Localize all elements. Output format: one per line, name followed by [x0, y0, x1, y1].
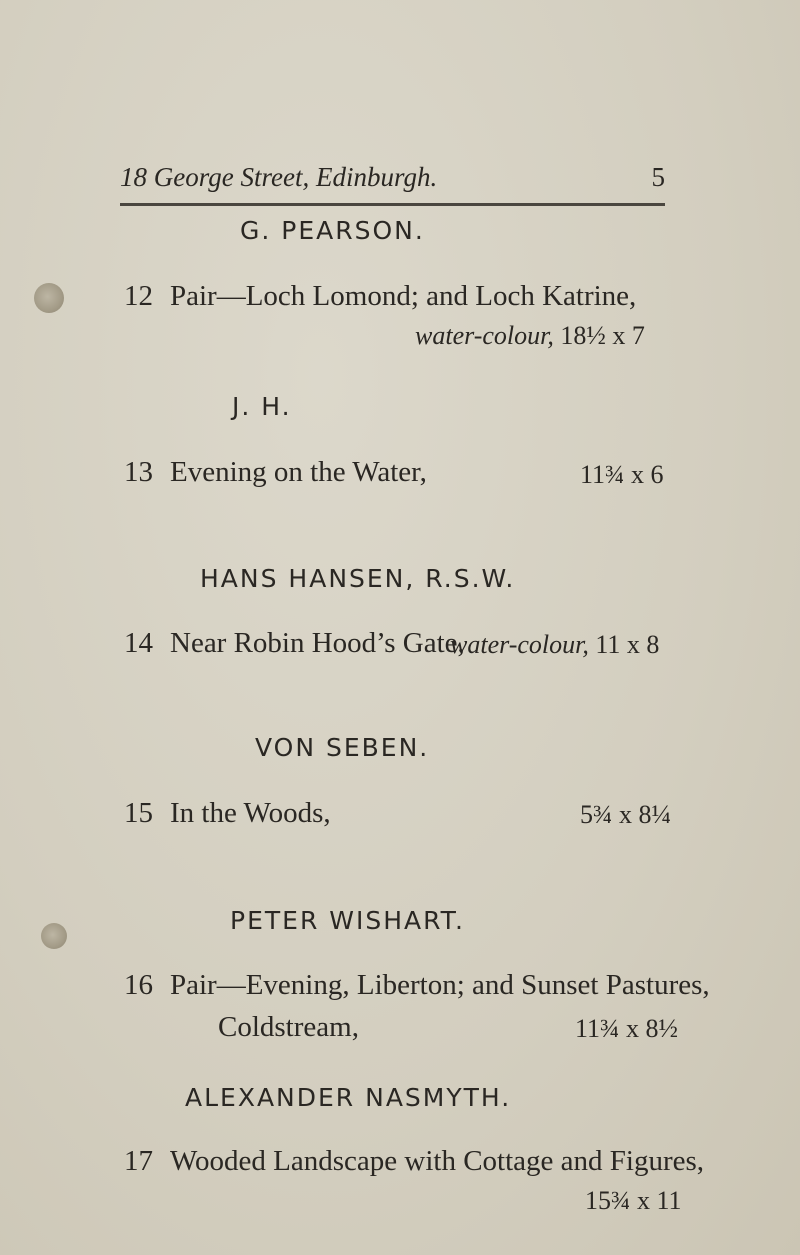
lot-dimensions: 11 x 8 — [595, 630, 660, 659]
lot-title: In the Woods, — [170, 797, 331, 829]
artist-name: J. H. — [232, 392, 292, 421]
lot-title: Evening on the Water, — [170, 456, 427, 488]
lot-number: 17 — [124, 1145, 153, 1177]
lot-title: Near Robin Hood’s Gate, — [170, 627, 465, 659]
lot-number: 13 — [124, 456, 153, 488]
lot-dimensions: 5¾ x 8¼ — [580, 800, 671, 829]
lot-number: 12 — [124, 280, 153, 312]
lot-dimensions: 11¾ x 6 — [580, 460, 664, 489]
lot-number: 16 — [124, 969, 153, 1001]
header-title: 18 George Street, Edinburgh. — [120, 162, 438, 192]
lot-number: 14 — [124, 627, 153, 659]
artist-name: HANS HANSEN, R.S.W. — [200, 564, 516, 593]
lot-dimensions: 18½ x 7 — [560, 321, 645, 350]
binding-hole-bottom — [41, 923, 67, 949]
lot-dimensions: 15¾ x 11 — [585, 1186, 682, 1215]
binding-hole-top — [34, 283, 64, 313]
lot-number: 15 — [124, 797, 153, 829]
artist-name: PETER WISHART. — [230, 906, 465, 935]
lot-medium: water-colour, — [450, 630, 589, 659]
lot-title: Wooded Landscape with Cottage and Figures, — [170, 1145, 705, 1177]
artist-name: G. PEARSON. — [240, 216, 425, 245]
page-header — [120, 158, 665, 202]
lot-dimensions-line — [450, 630, 659, 660]
artist-name: VON SEBEN. — [255, 733, 430, 762]
page-number: 5 — [651, 162, 665, 192]
lot-title-line2: Coldstream, — [218, 1011, 359, 1043]
lot-dimensions-line — [415, 321, 645, 351]
artist-name: ALEXANDER NASMYTH. — [185, 1083, 512, 1112]
lot-title: Pair—Evening, Liberton; and Sunset Pastures, — [170, 969, 710, 1001]
header-rule — [120, 203, 665, 206]
lot-dimensions: 11¾ x 8½ — [575, 1014, 679, 1043]
lot-medium: water-colour, — [415, 321, 554, 350]
lot-title: Pair—Loch Lomond; and Loch Katrine, — [170, 280, 637, 312]
